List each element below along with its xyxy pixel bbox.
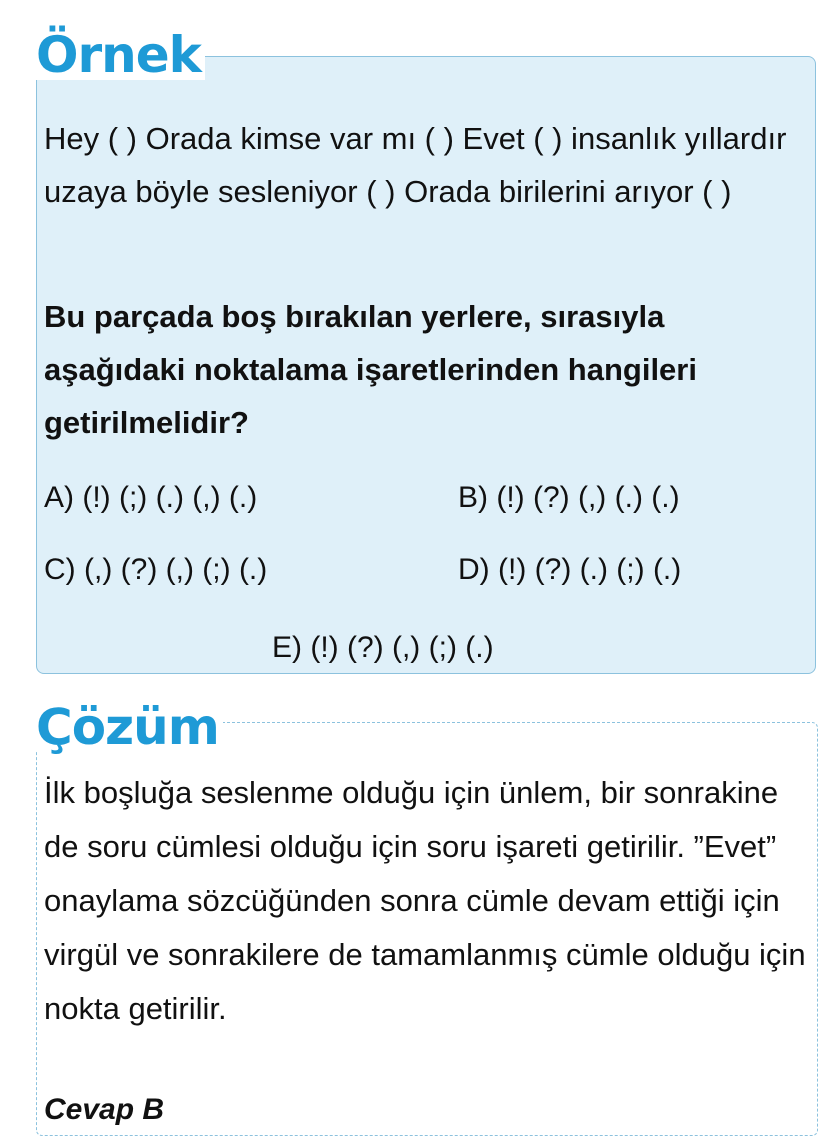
option-e[interactable]: E) (!) (?) (,) (;) (.): [272, 631, 494, 664]
option-b[interactable]: B) (!) (?) (,) (.) (.): [458, 481, 680, 514]
answer-text: Cevap B: [44, 1093, 165, 1126]
option-a[interactable]: A) (!) (;) (.) (,) (.): [44, 481, 258, 514]
question-text: Bu parçada boş bırakılan yerlere, sırasıyla aşağıdaki noktalama işaretlerinden hangileri getirilmelidir?: [44, 299, 697, 440]
solution-text: İlk boşluğa seslenme olduğu için ünlem, bir sonrakine de soru cümlesi olduğu için soru işareti getirilir. ”Evet” onaylama sözcüğünden sonra cümle devam ettiği için virgül ve sonrakilere de tamamlanmış cümle olduğu için nokta getirilir.: [44, 775, 806, 1026]
option-d[interactable]: D) (!) (?) (.) (;) (.): [458, 553, 682, 586]
example-text: Hey ( ) Orada kimse var mı ( ) Evet ( ) insanlık yıllardır uzaya böyle sesleniyor ( ) Orada birilerini arıyor ( ): [44, 121, 787, 209]
option-c[interactable]: C) (,) (?) (,) (;) (.): [44, 553, 268, 586]
example-heading: Örnek: [34, 30, 205, 80]
solution-heading: Çözüm: [34, 702, 223, 752]
